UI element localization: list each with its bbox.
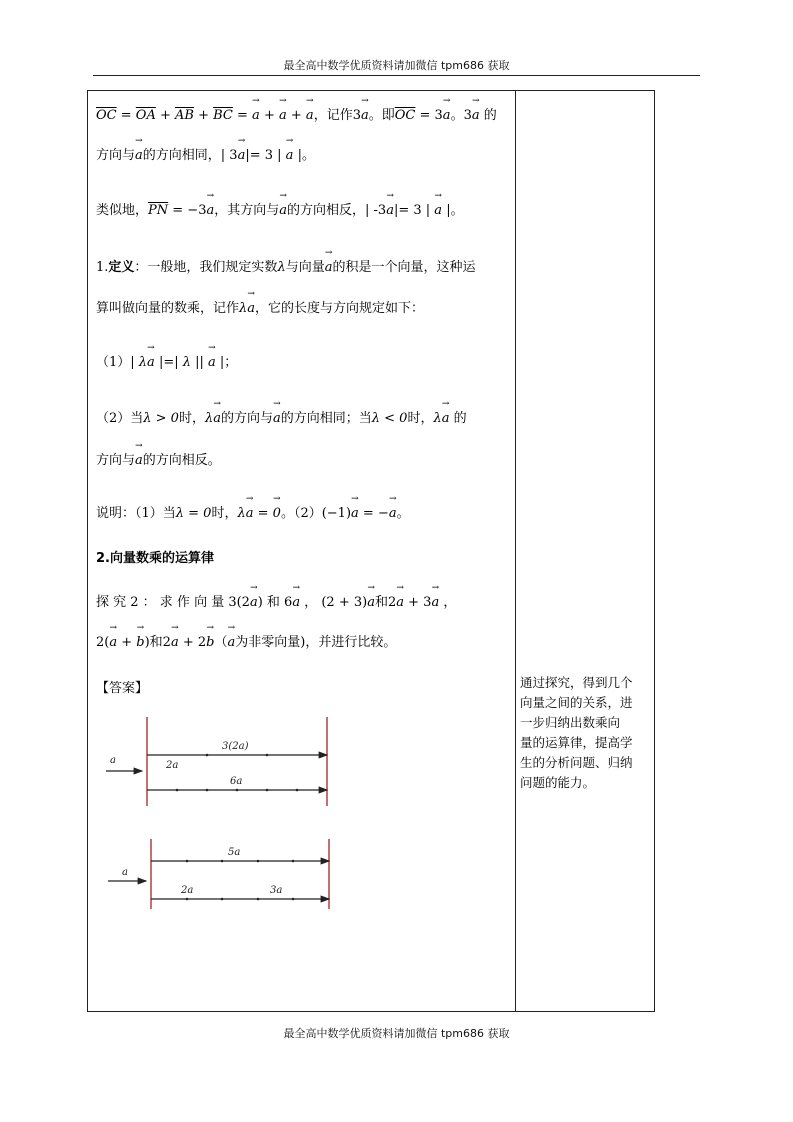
text-run: 的方向相反，| -3 (287, 203, 387, 218)
rule-1-line (96, 353, 237, 373)
text-run: 的 (449, 411, 467, 426)
text-run: 与向量 (285, 260, 325, 275)
text-run: + (117, 635, 137, 650)
text-run: |。 (442, 203, 464, 218)
vector-symbol: → a (273, 409, 281, 429)
text-run: 探 究 2 ： 求 作 向 量 3(2 (96, 595, 250, 610)
vector-symbol: → a (250, 593, 258, 613)
vector-symbol: → a (208, 353, 216, 373)
teaching-note-line: 问题的能力。 (520, 775, 596, 790)
vector-symbol: → a (252, 106, 260, 126)
text-run: |= 3 | (393, 203, 435, 218)
text-run: 的方向相同；当 (280, 411, 372, 426)
text-run: = (116, 108, 136, 123)
vector-symbol: → a (351, 504, 359, 524)
text-run: + 3 (404, 595, 432, 610)
text-run: 时， (211, 506, 238, 521)
text-run: 为非零向量)，并进行比较。 (235, 635, 397, 650)
text-run: λ > 0 (143, 411, 179, 426)
vector-symbol: → a (279, 106, 287, 126)
fig2-left-label: 2a (181, 885, 194, 896)
text-run: $\overline{OA}$ (135, 108, 156, 123)
text-run: 。（2） (280, 506, 322, 521)
text-run: 的 (479, 108, 497, 123)
vector-symbol: → a (238, 146, 246, 166)
fig1-left-label: 2a (166, 760, 179, 771)
vector-symbol: → b (206, 633, 214, 653)
fig1-bottom-label: 6a (230, 776, 243, 787)
fig1-tick (296, 789, 299, 792)
lesson-table (87, 90, 655, 1012)
explore-line-2 (96, 633, 396, 653)
vector-symbol: → a (431, 593, 439, 613)
fig2-tick (257, 898, 260, 901)
text-run: (−1) (321, 506, 352, 521)
section-2-heading (96, 549, 214, 569)
fig2-tick (186, 898, 189, 901)
column-divider (515, 91, 516, 1011)
header-rule (93, 75, 700, 76)
text-run: 2. (96, 551, 110, 566)
definition-line-2 (96, 299, 424, 319)
fig2-top-label: 5a (228, 847, 241, 858)
text-run: = − (358, 506, 389, 521)
text-run: ，其方向与 (214, 203, 280, 218)
text-run: λ (138, 355, 148, 370)
text-run: λ (433, 411, 442, 426)
fig2-tick (257, 860, 260, 863)
text-run: $\overline{OC}$ (96, 108, 117, 123)
text-run: ，它的长度与方向规定如下： (255, 301, 425, 316)
teaching-note-line: 生的分析问题、归纳 (520, 755, 633, 770)
text-run: 方向与 (96, 148, 136, 163)
page-footer: 最全高中数学优质资料请加微信 tpm686 获取 (283, 1027, 510, 1040)
fig2-tick (221, 898, 224, 901)
fig1-tick (176, 789, 179, 792)
vector-symbol: → a (367, 593, 375, 613)
vector-symbol: → a (206, 201, 214, 221)
vector-symbol: → a (171, 633, 179, 653)
vector-symbol: → a (361, 106, 369, 126)
vector-symbol: → a (246, 504, 254, 524)
vector-symbol: → a (135, 451, 143, 471)
text-run: 时， (178, 411, 205, 426)
text-run: = −3 (168, 203, 207, 218)
vector-symbol: → a (109, 633, 117, 653)
direction-same-line (96, 146, 315, 166)
text-run: |。 (293, 148, 315, 163)
text-run: )和2 (144, 635, 171, 650)
text-run: $\overline{PN}$ (148, 203, 169, 218)
fig2-tick (221, 860, 224, 863)
fig2-tick (292, 898, 295, 901)
vector-symbol: → b (136, 633, 144, 653)
text-run: （2）当 (96, 411, 144, 426)
text-run: 时， (407, 411, 434, 426)
vector-symbol: → a (442, 409, 450, 429)
fig2-right-label: 3a (270, 885, 283, 896)
text-run: 的方向相同，| 3 (142, 148, 238, 163)
text-run: |； (215, 355, 238, 370)
text-run: + (286, 108, 306, 123)
text-run: λ (277, 260, 286, 275)
text-run: λ (237, 506, 246, 521)
vector-symbol: → a (286, 146, 294, 166)
teaching-note-line: 量的运算律，提高学 (520, 735, 633, 750)
text-run: 向量数乘的运算律 (109, 551, 214, 566)
text-run: ，记作3 (313, 108, 361, 123)
text-run: = (232, 108, 253, 123)
text-run: |=| (154, 355, 183, 370)
text-run: 和2 (374, 595, 397, 610)
text-run: 。3 (450, 108, 472, 123)
vector-symbol: → a (306, 106, 314, 126)
text-run: λ < 0 (371, 411, 408, 426)
teaching-note-line: 一步归纳出数乘向 (520, 715, 621, 730)
text-run: （ (214, 635, 228, 650)
text-run: ：一般地，我们规定实数 (134, 260, 278, 275)
figure-3-2a-vs-6a (102, 713, 342, 813)
fig1-top-label: 3(2a) (222, 741, 249, 752)
text-run: 说明：（1）当 (96, 506, 176, 521)
text-run: 。 (396, 506, 410, 521)
text-run: λ (239, 301, 248, 316)
figure-5a-vs-2a-3a (102, 833, 342, 913)
text-run: = (253, 506, 273, 521)
text-run: 。即 (368, 108, 395, 123)
fig1-ref-label: a (110, 755, 116, 766)
text-run: 的积是一个向量，这种运 (332, 260, 476, 275)
text-run: 方向与 (96, 453, 136, 468)
text-run: $\overline{BC}$ (213, 108, 233, 123)
text-run: + (259, 108, 279, 123)
vector-symbol: → a (228, 633, 236, 653)
text-run: + 2 (178, 635, 207, 650)
text-run: ， (439, 595, 457, 610)
vector-symbol: → a (325, 258, 333, 278)
text-run: λ = 0 (175, 506, 212, 521)
fig1-tick (266, 754, 269, 757)
text-run: λ (182, 355, 191, 370)
text-run: |= 3 | (245, 148, 286, 163)
text-run: ， (2 + 3) (300, 595, 368, 610)
vector-sum-line (96, 106, 497, 126)
vector-symbol: → a (386, 201, 394, 221)
text-run: $\overline{AB}$ (175, 108, 194, 123)
text-run: 2( (96, 635, 110, 650)
fig1-tick (236, 789, 239, 792)
vector-symbol: → a (135, 146, 143, 166)
page-header: 最全高中数学优质资料请加微信 tpm686 获取 (283, 59, 510, 72)
text-run: 类似地， (96, 203, 149, 218)
vector-symbol: → a (434, 201, 442, 221)
vector-symbol: → a (147, 353, 155, 373)
text-run: ) 和 6 (257, 595, 293, 610)
similarly-line (96, 201, 464, 221)
explore-line-1 (96, 593, 456, 613)
answer-label: 【答案】 (96, 681, 149, 696)
vector-symbol: → a (213, 409, 221, 429)
definition-line-1 (96, 258, 475, 278)
rule-2-line-2 (96, 451, 221, 471)
vector-symbol: → a (292, 593, 300, 613)
explanation-line (96, 504, 410, 524)
text-run: || (190, 355, 209, 370)
teaching-note-line: 通过探究，得到几个 (520, 675, 633, 690)
vector-symbol: → a (472, 106, 480, 126)
vector-symbol: → a (389, 504, 397, 524)
vector-symbol: → a (247, 299, 255, 319)
fig2-tick (186, 860, 189, 863)
text-run: （1）| (96, 355, 139, 370)
fig2-ref-label: a (122, 867, 128, 878)
text-run: 算叫做向量的数乘，记作 (96, 301, 240, 316)
text-run: $\overline{OC}$ (394, 108, 416, 123)
text-run: 1. (96, 260, 109, 275)
fig1-tick (266, 789, 269, 792)
text-run: = 3 (415, 108, 443, 123)
teaching-note-line: 向量之间的关系，进 (520, 695, 633, 710)
fig1-tick (206, 789, 209, 792)
text-run: 的方向与 (220, 411, 273, 426)
fig1-tick (206, 754, 209, 757)
rule-2-line-1 (96, 409, 467, 429)
text-run: + (155, 108, 175, 123)
fig2-tick (292, 860, 295, 863)
text-run: λ (204, 411, 214, 426)
teaching-note (520, 673, 652, 793)
vector-symbol: → a (279, 201, 287, 221)
vector-symbol: → 0 (273, 504, 281, 524)
text-run: 的方向相反。 (142, 453, 221, 468)
text-run: + (193, 108, 214, 123)
text-run: 定义 (108, 260, 135, 275)
vector-symbol: → a (443, 106, 451, 126)
vector-symbol: → a (396, 593, 404, 613)
